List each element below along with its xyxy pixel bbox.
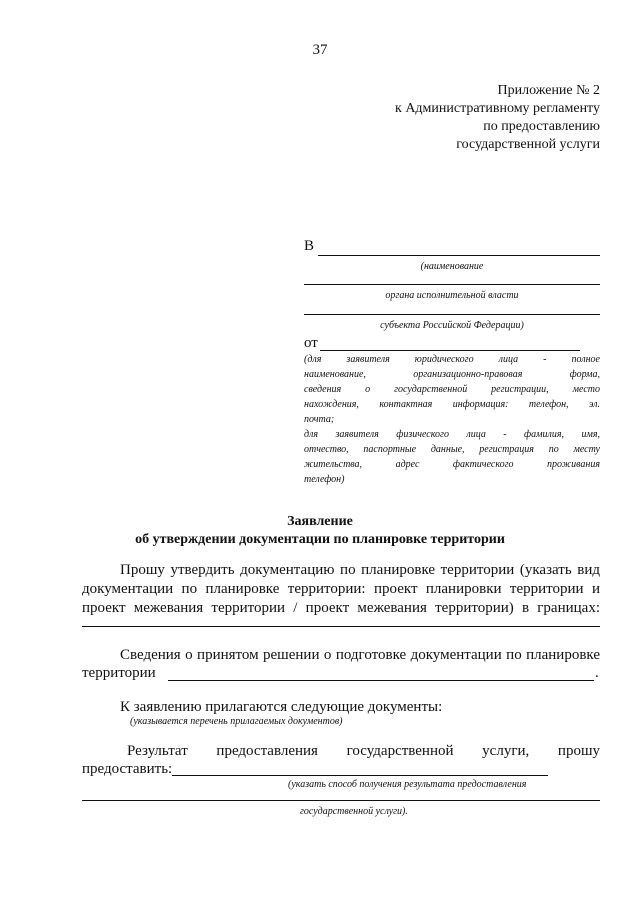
document-title: Заявление <box>287 514 353 529</box>
document-subtitle: об утверждении документации по планировке территории <box>135 532 505 547</box>
to-caption-2: органа исполнительной власти <box>385 290 519 301</box>
request-paragraph <box>82 561 600 618</box>
to-caption-1: (наименование <box>420 261 484 272</box>
request-line-1: Прошу утвердить документацию по планировке территории (указать вид <box>120 562 600 578</box>
attachments-caption: (указывается перечень прилагаемых документов) <box>130 716 343 727</box>
result-line-1: Результат предоставления государственной услуги, прошу <box>127 743 600 759</box>
to-prefix: В <box>304 238 315 254</box>
to-caption-3: субъекта Российской Федерации) <box>380 320 524 331</box>
appendix-line-1: Приложение № 2 <box>497 83 600 98</box>
to-field-line[interactable] <box>318 255 600 256</box>
decision-line-end: . <box>595 665 599 681</box>
result-caption-1: (указать способ получения результата предоставления <box>288 779 527 790</box>
from-field-line[interactable] <box>320 350 580 351</box>
request-line-2: документации по планировке территории: проект планировки территории и <box>82 581 600 597</box>
decision-paragraph <box>82 646 600 665</box>
result-caption-2: государственной услуги). <box>300 806 408 817</box>
decision-line-2: территории <box>82 665 156 681</box>
appendix-line-2: к Административному регламенту <box>395 101 600 116</box>
request-line-3: проект межевания территории / проект межевания территории) в границах: <box>82 600 600 616</box>
result-paragraph <box>82 742 600 761</box>
page-number: 37 <box>312 42 328 58</box>
legal-line-3: сведения о государственной регистрации, место <box>304 384 600 395</box>
applicant-caption <box>304 352 600 487</box>
legal-line-1: (для заявителя юридического лица - полное <box>304 354 600 365</box>
person-line-2: отчество, паспортные данные, регистрация по месту <box>304 444 600 455</box>
organ-field-line[interactable] <box>304 284 600 285</box>
person-line-4: телефон) <box>304 474 345 485</box>
person-line-3: жительства, адрес фактического проживания <box>304 459 600 470</box>
attachments-line: К заявлению прилагаются следующие документы: <box>120 699 443 715</box>
from-prefix: от <box>304 335 318 351</box>
legal-line-5: почта; <box>304 414 335 425</box>
appendix-line-4: государственной услуги <box>456 137 600 152</box>
person-line-1: для заявителя физического лица - фамилия, имя, <box>304 429 600 440</box>
appendix-line-3: по предоставлению <box>483 119 600 134</box>
subject-field-line[interactable] <box>304 314 600 315</box>
legal-line-4: нахождения, контактная информация: телефон, эл. <box>304 399 600 410</box>
decision-line-1: Сведения о принятом решении о подготовке документации по планировке <box>120 647 600 663</box>
result-line-2: предоставить: <box>82 761 173 777</box>
boundaries-field-line[interactable] <box>82 626 600 627</box>
result-extra-field-line[interactable] <box>82 800 600 801</box>
result-method-field-line[interactable] <box>172 775 548 776</box>
legal-line-2: наименование, организационно-правовая форма, <box>304 369 600 380</box>
decision-field-line[interactable] <box>168 680 594 681</box>
appendix-header <box>395 82 600 154</box>
